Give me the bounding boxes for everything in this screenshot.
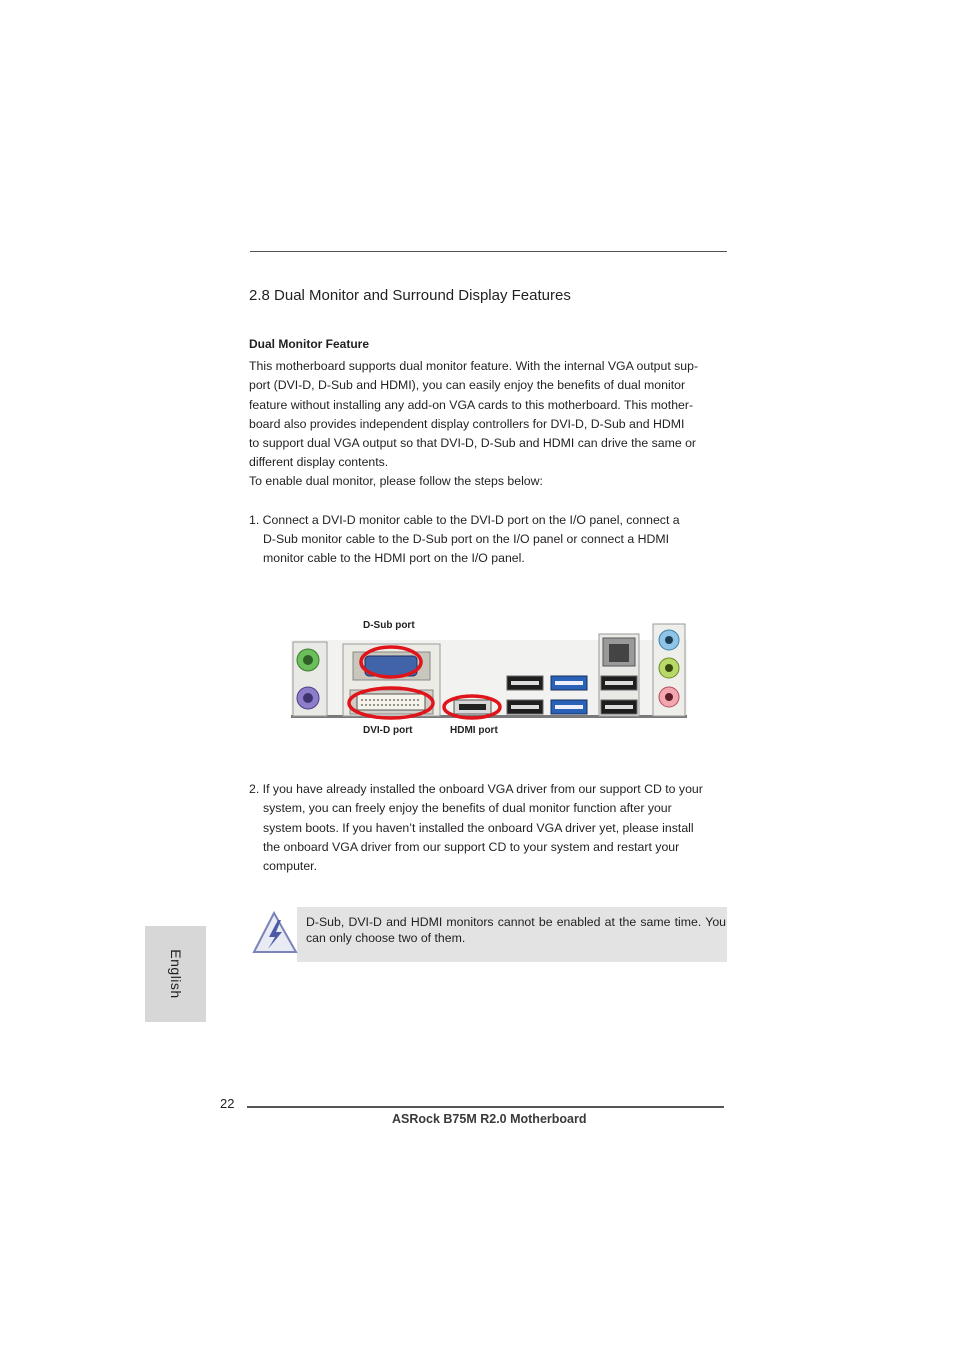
footer-divider bbox=[247, 1106, 724, 1108]
io-panel-illustration bbox=[291, 620, 687, 720]
paragraph-line: feature without installing any add-on VGA cards to this motherboard. This mother- bbox=[249, 398, 694, 412]
step-2-line: 2. If you have already installed the onboard VGA driver from our support CD to your bbox=[249, 782, 703, 796]
language-label: English bbox=[167, 949, 184, 999]
hdmi-port-label: HDMI port bbox=[450, 725, 498, 736]
language-side-tab bbox=[145, 926, 206, 1022]
note-text: D-Sub, DVI-D and HDMI monitors cannot be enabled at the same time. You can only choose two of them. bbox=[306, 915, 726, 945]
paragraph-line: This motherboard supports dual monitor feature. With the internal VGA output sup- bbox=[249, 359, 699, 373]
dsub-port-label: D-Sub port bbox=[363, 620, 415, 631]
warning-lightning-icon bbox=[252, 911, 298, 955]
subsection-heading: Dual Monitor Feature bbox=[249, 337, 370, 351]
paragraph-line: different display contents. bbox=[249, 455, 389, 469]
top-divider bbox=[250, 251, 727, 252]
paragraph-line: board also provides independent display controllers for DVI-D, D-Sub and HDMI bbox=[249, 417, 685, 431]
step-2-line: the onboard VGA driver from our support CD to your system and restart your bbox=[263, 840, 680, 854]
paragraph-line: port (DVI-D, D-Sub and HDMI), you can easily enjoy the benefits of dual monitor bbox=[249, 378, 686, 392]
step-1-line: D-Sub monitor cable to the D-Sub port on the I/O panel or connect a HDMI bbox=[263, 532, 670, 546]
step-2-line: system, you can freely enjoy the benefits of dual monitor function after your bbox=[263, 801, 672, 815]
page-number: 22 bbox=[220, 1096, 235, 1111]
dvid-port bbox=[357, 694, 425, 710]
step-2-line: system boots. If you haven’t installed the onboard VGA driver yet, please install bbox=[263, 821, 694, 835]
dvid-port-label: DVI-D port bbox=[363, 725, 413, 736]
step-1-line: monitor cable to the HDMI port on the I/O panel. bbox=[263, 551, 525, 565]
paragraph-line: to support dual VGA output so that DVI-D, D-Sub and HDMI can drive the same or bbox=[249, 436, 697, 450]
step-1-line: 1. Connect a DVI-D monitor cable to the DVI-D port on the I/O panel, connect a bbox=[249, 513, 680, 527]
step-2-line: computer. bbox=[263, 859, 317, 873]
paragraph-line: To enable dual monitor, please follow the steps below: bbox=[249, 474, 543, 488]
section-title: 2.8 Dual Monitor and Surround Display Features bbox=[249, 287, 571, 304]
footer-title: ASRock B75M R2.0 Motherboard bbox=[392, 1112, 587, 1126]
